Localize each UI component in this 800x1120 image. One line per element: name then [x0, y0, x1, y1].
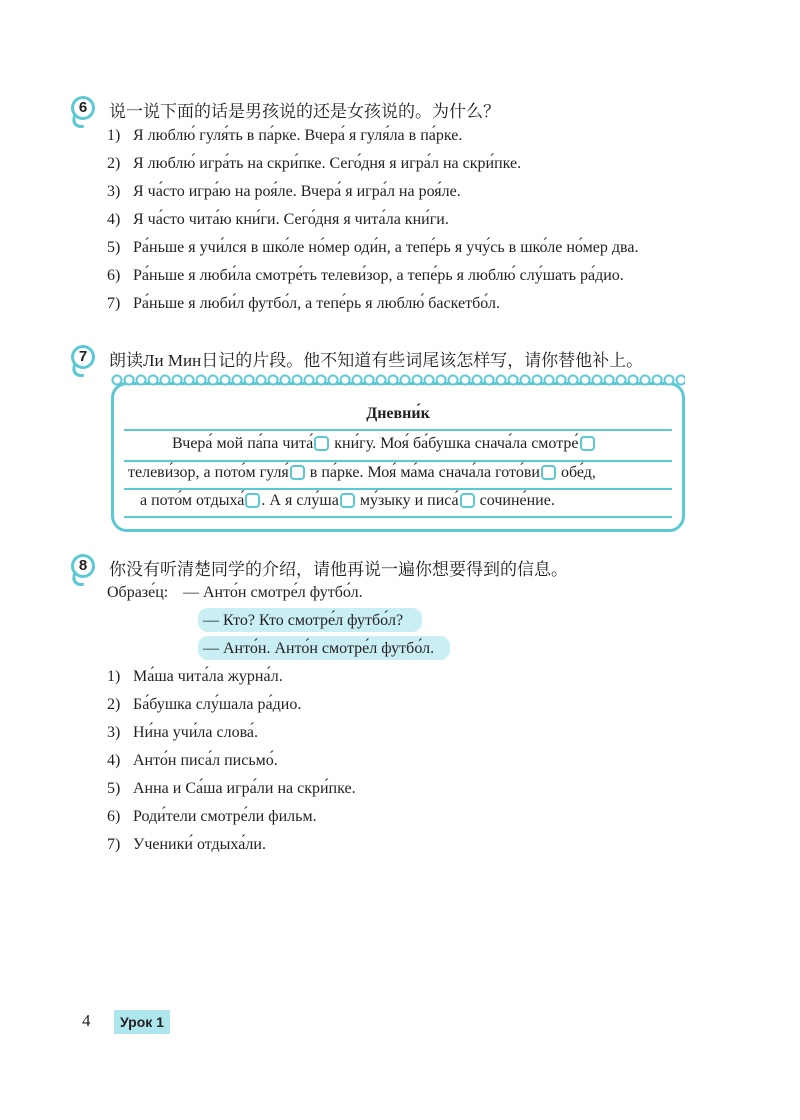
ending-blank[interactable] [541, 465, 556, 480]
item-number: 6) [107, 267, 121, 284]
ending-blank[interactable] [314, 436, 329, 451]
item-number: 6) [107, 808, 121, 825]
item-text: Я люблю́ игра́ть на скри́пке. Сего́дня я игра́л на скри́пке. [133, 155, 522, 172]
item-text: Анна и Са́ша игра́ли на скри́пке. [133, 780, 356, 797]
item-number: 4) [107, 752, 121, 769]
item-text: Я ча́сто чита́ю кни́ги. Сего́дня я чита́ла кни́ги. [133, 211, 449, 228]
item-number: 2) [107, 155, 121, 172]
diary-text: обе́д, [556, 464, 596, 481]
ending-blank[interactable] [580, 436, 595, 451]
item-text: Ученики́ отдыха́ли. [133, 836, 266, 853]
diary-title: Дневни́к [366, 405, 430, 422]
item-number: 2) [107, 696, 121, 713]
diary-text: в па́рке. Моя́ ма́ма снача́ла гото́ви [305, 464, 540, 481]
diary-line-3 [140, 492, 555, 510]
item-number: 3) [107, 183, 121, 200]
item-number: 1) [107, 668, 121, 685]
exercise-instruction: 你没有听清楚同学的介绍，请他再说一遍你想要得到的信息。 [109, 560, 568, 579]
item-text: Я люблю́ гуля́ть в па́рке. Вчера́ я гуля́ла в па́рке. [133, 127, 463, 144]
lesson-label: Урок 1 [114, 1010, 170, 1034]
exercise-number: 6 [71, 96, 95, 120]
sample-label: Образе́ц: [107, 584, 169, 601]
item-number: 4) [107, 211, 121, 228]
item-number: 5) [107, 239, 121, 256]
ruled-line [124, 460, 672, 462]
item-text: Ни́на учи́ла слова́. [133, 724, 259, 741]
diary-text: му́зыку и писа́ [355, 492, 459, 509]
item-number: 1) [107, 127, 121, 144]
page-number: 4 [82, 1011, 91, 1030]
exercise-number: 8 [71, 554, 95, 578]
diary-box [111, 382, 685, 532]
spiral-binding-icon [111, 373, 685, 387]
ending-blank[interactable] [245, 493, 260, 508]
item-text: Ба́бушка слу́шала ра́дио. [133, 696, 302, 713]
exercise-number-badge [70, 96, 98, 132]
item-number: 7) [107, 836, 121, 853]
item-text: Роди́тели смотре́ли фильм. [133, 808, 317, 825]
diary-line-1 [172, 435, 596, 453]
ruled-line [124, 429, 672, 431]
diary-text: . А я слу́ша [261, 492, 339, 509]
badge-tail-icon [71, 113, 87, 128]
sample-line: — Анто́н. Анто́н смотре́л футбо́л. [203, 640, 435, 657]
diary-text: сочине́ние. [475, 492, 555, 509]
item-text: Я ча́сто игра́ю на роя́ле. Вчера́ я игра́л на роя́ле. [133, 183, 461, 200]
sample-line: — Анто́н смотре́л футбо́л. [183, 584, 363, 601]
item-number: 5) [107, 780, 121, 797]
item-number: 7) [107, 295, 121, 312]
exercise-instruction: 朗读Ли Мин日记的片段。他不知道有些词尾该怎样写，请你替他补上。 [109, 351, 644, 370]
diary-text: телеви́зор, а пото́м гуля́ [128, 464, 289, 481]
exercise-instruction: 说一说下面的话是男孩说的还是女孩说的。为什么？ [109, 102, 500, 121]
exercise-number-badge [70, 345, 98, 381]
diary-text: кни́гу. Моя́ ба́бушка снача́ла смотре́ [330, 435, 579, 452]
sample-line: — Кто? Кто смотре́л футбо́л? [203, 612, 404, 629]
item-text: Ма́ша чита́ла журна́л. [133, 668, 283, 685]
badge-tail-icon [71, 571, 87, 586]
item-number: 3) [107, 724, 121, 741]
ending-blank[interactable] [460, 493, 475, 508]
exercise-number-badge [70, 554, 98, 590]
item-text: Ра́ньше я люби́л футбо́л, а тепе́рь я люблю́ баскетбо́л. [133, 295, 500, 312]
diary-text: Вчера́ мой па́па чита́ [172, 435, 314, 452]
diary-line-2 [128, 464, 596, 482]
ending-blank[interactable] [290, 465, 305, 480]
exercise-number: 7 [71, 345, 95, 369]
item-text: Ра́ньше я люби́ла смотре́ть телеви́зор, а тепе́рь я люблю́ слу́шать ра́дио. [133, 267, 624, 284]
item-text: Ра́ньше я учи́лся в шко́ле но́мер оди́н, а тепе́рь я учу́сь в шко́ле но́мер два. [133, 239, 639, 256]
diary-text: а пото́м отдыха́ [140, 492, 245, 509]
ending-blank[interactable] [340, 493, 355, 508]
badge-tail-icon [71, 362, 87, 377]
item-text: Анто́н писа́л письмо́. [133, 752, 278, 769]
ruled-line [124, 488, 672, 490]
ruled-line [124, 516, 672, 518]
